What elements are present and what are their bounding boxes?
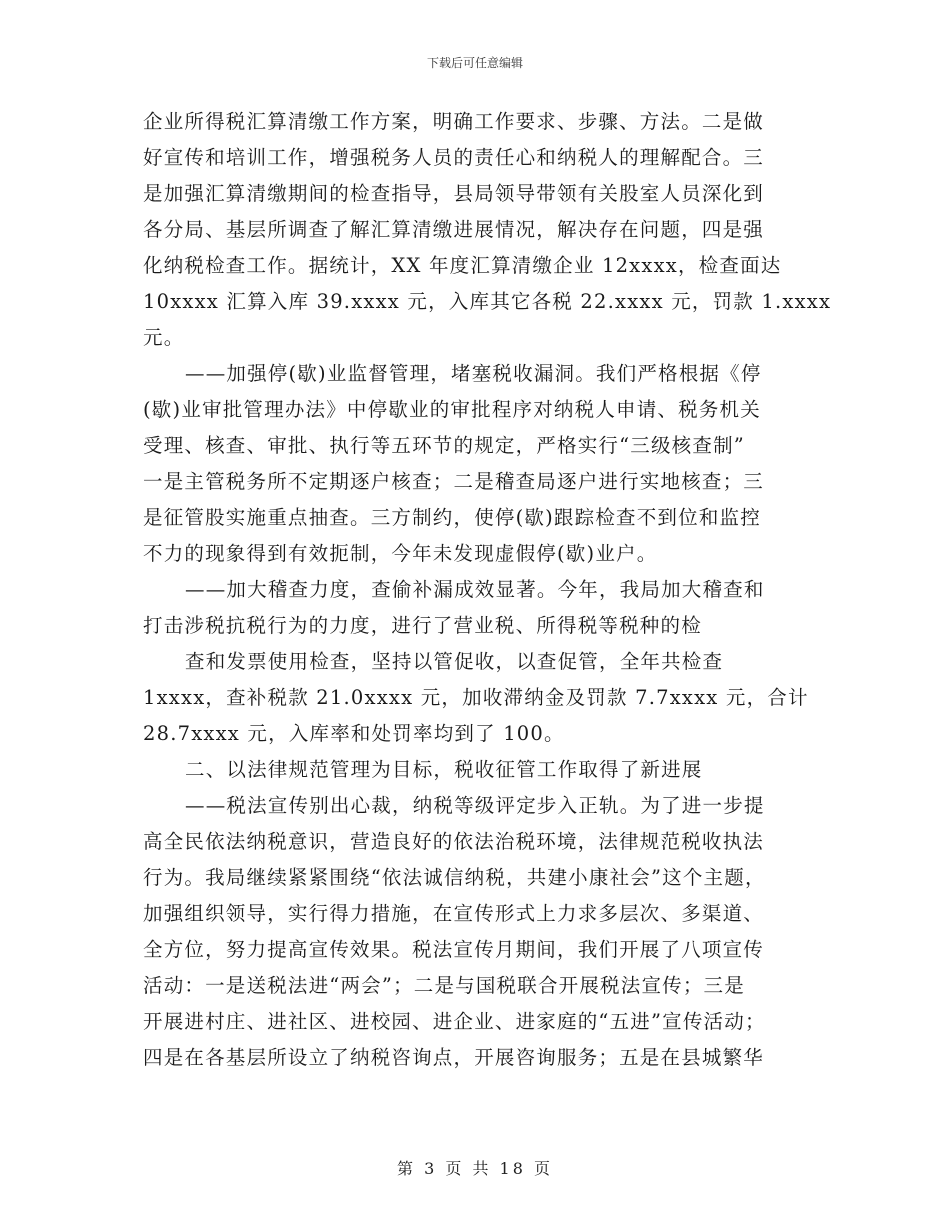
text-line: 高全民依法纳税意识，营造良好的依法治税环境，法律规范税收执法 bbox=[143, 830, 765, 853]
text-line: 不力的现象得到有效扼制，今年未发现虚假停(歇)业户。 bbox=[143, 542, 658, 565]
text-line: 10xxxx 汇算入库 39.xxxx 元，入库其它各税 22.xxxx 元，罚款 1.xxxx bbox=[143, 290, 832, 313]
text-line: 查和发票使用检查，坚持以管促收，以查促管，全年共检查 bbox=[185, 650, 724, 673]
text-line: 活动：一是送税法进“两会”；二是与国税联合开展税法宣传；三是 bbox=[143, 974, 745, 997]
text-line: 四是在各基层所设立了纳税咨询点，开展咨询服务；五是在县城繁华 bbox=[143, 1046, 765, 1069]
text-line: 加强组织领导，实行得力措施，在宣传形式上力求多层次、多渠道、 bbox=[143, 902, 765, 925]
text-line: 是加强汇算清缴期间的检查指导，县局领导带领有关股室人员深化到 bbox=[143, 182, 765, 205]
text-line: 行为。我局继续紧紧围绕“依法诚信纳税，共建小康社会”这个主题， bbox=[143, 866, 766, 889]
text-line: ——加强停(歇)业监督管理，堵塞税收漏洞。我们严格根据《停 bbox=[185, 362, 762, 385]
page-number-footer: 第 3 页 共 18 页 bbox=[397, 1159, 553, 1178]
text-line: 好宣传和培训工作，增强税务人员的责任心和纳税人的理解配合。三 bbox=[143, 146, 765, 169]
text-line: 一是主管税务所不定期逐户核查；二是稽查局逐户进行实地核查；三 bbox=[143, 470, 765, 493]
text-line: 1xxxx，查补税款 21.0xxxx 元，加收滞纳金及罚款 7.7xxxx 元，合计 bbox=[143, 686, 809, 709]
text-line: ——加大稽查力度，查偷补漏成效显著。今年，我局加大稽查和 bbox=[185, 578, 765, 601]
text-line: ——税法宣传别出心裁，纳税等级评定步入正轨。为了进一步提 bbox=[185, 794, 765, 817]
text-line: 受理、核查、审批、执行等五环节的规定，严格实行“三级核查制” bbox=[143, 434, 745, 457]
text-line: 二、以法律规范管理为目标，税收征管工作取得了新进展 bbox=[185, 758, 703, 781]
text-line: 元。 bbox=[143, 326, 185, 349]
text-line: 开展进村庄、进社区、进校园、进企业、进家庭的“五进”宣传活动； bbox=[143, 1010, 766, 1033]
text-line: 打击涉税抗税行为的力度，进行了营业税、所得税等税种的检 bbox=[143, 614, 702, 637]
page-header: 下载后可任意编辑 bbox=[426, 56, 523, 70]
text-line: 企业所得税汇算清缴工作方案，明确工作要求、步骤、方法。二是做 bbox=[143, 110, 765, 133]
text-line: 28.7xxxx 元，入库率和处罚率均到了 100。 bbox=[143, 722, 565, 745]
text-line: 全方位，努力提高宣传效果。税法宣传月期间，我们开展了八项宣传 bbox=[143, 938, 765, 961]
document-body bbox=[143, 104, 832, 1076]
text-line: (歇)业审批管理办法》中停歇业的审批程序对纳税人申请、税务机关 bbox=[143, 398, 761, 421]
text-line: 是征管股实施重点抽查。三方制约，使停(歇)跟踪检查不到位和监控 bbox=[143, 506, 761, 529]
text-line: 各分局、基层所调查了解汇算清缴进展情况，解决存在问题，四是强 bbox=[143, 218, 765, 241]
text-line: 化纳税检查工作。据统计，XX 年度汇算清缴企业 12xxxx，检查面达 bbox=[143, 254, 782, 277]
